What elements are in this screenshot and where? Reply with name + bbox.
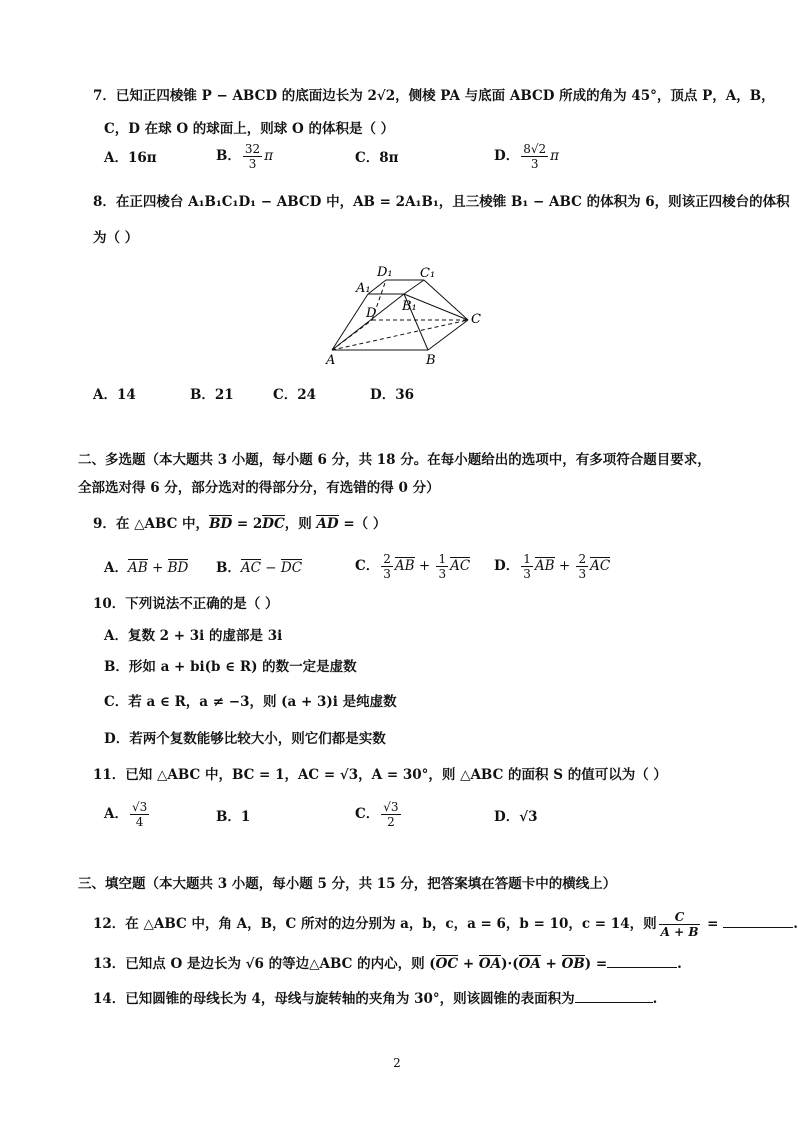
q11-option-b: B．1 [216,809,251,825]
q7-option-c: C．8π [355,150,399,166]
edge-bc [428,320,468,350]
label-b1: B₁ [402,299,417,314]
label-c: C [471,312,481,327]
section3-heading: 三、填空题（本大题共 3 小题，每小题 5 分，共 15 分，把答案填在答题卡中的横线上） [78,876,617,892]
q9-option-c: C． $\frac{2}{3}$ AB + $\frac{1}{3}$ AC [355,552,471,581]
edge-aa1 [332,294,368,350]
label-b: B [426,353,436,368]
label-a1: A₁ [356,281,371,296]
q8-option-b: B．21 [190,387,234,403]
q10-option-b: B．形如 a + bi(b ∈ R) 的数一定是虚数 [104,659,357,675]
q8-option-d: D．36 [370,387,414,403]
q9-stem: 9．在 △ABC 中，BD = 2DC，则 AD =（ ） [93,516,387,532]
label-d: D [366,306,377,321]
q8-option-c: C．24 [273,387,317,403]
q9-option-b: B．AC − DC [216,560,303,576]
q10-option-d: D．若两个复数能够比较大小，则它们都是实数 [104,731,386,747]
q7-option-b: B． $\frac{32}{3}$ π [216,142,274,171]
frustum-figure [320,262,490,370]
edge-b1c1 [404,280,424,294]
q8-stem-line1: 8．在正四棱台 A₁B₁C₁D₁ − ABCD 中，AB = 2A₁B₁，且三棱锥 B₁ − ABC 的体积为 6，则该正四棱台的体积 [93,194,790,210]
q13-answer-blank[interactable] [607,953,677,968]
q10-stem: 10．下列说法不正确的是（ ） [93,596,279,612]
page-number: 2 [393,1056,401,1070]
q11-stem: 11．已知 △ABC 中，BC = 1，AC = √3，A = 30°，则 △ABC 的面积 S 的值可以为（ ） [93,767,667,783]
q11-option-d: D．√3 [494,809,538,825]
q11-option-a: A． $\frac{√3}{4}$ [104,800,148,829]
q14-stem: 14．已知圆锥的母线长为 4，母线与旋转轴的夹角为 30°，则该圆锥的表面积为 . [93,988,657,1009]
edge-a1d1 [368,280,386,294]
q9-option-d: D． $\frac{1}{3}$ AB + $\frac{2}{3}$ AC [494,552,611,581]
q10-option-c: C．若 a ∈ R，a ≠ −3，则 (a + 3)i 是纯虚数 [104,694,397,710]
q13-stem: 13．已知点 O 是边长为 √6 的等边△ABC 的内心，则 (OC + OA)·(OA + OB) = . [93,953,682,974]
q7-option-a: A．16π [104,150,157,166]
q8-option-a: A．14 [93,387,136,403]
q12-stem: 12．在 △ABC 中，角 A，B，C 所对的边分别为 a，b，c，a = 6，b = 10，c = 14，则 $\frac{C}{A + B}$ = . [93,910,798,939]
q7-option-d: D． $\frac{8√2}{3}$ π [494,142,560,171]
label-d1: D₁ [377,265,393,280]
q11-option-c: C． $\frac{√3}{2}$ [355,800,399,829]
section2-heading-line1: 二、多选题（本大题共 3 小题，每小题 6 分，共 18 分。在每小题给出的选项中，有多项符合题目要求， [78,452,711,468]
label-a: A [326,353,336,368]
label-c1: C₁ [420,266,436,281]
q12-answer-blank[interactable] [723,913,793,928]
section2-heading-line2: 全部选对得 6 分，部分选对的得部分分，有选错的得 0 分） [78,480,440,496]
q8-stem-line2: 为（ ） [93,230,139,246]
q10-option-a: A．复数 2 + 3i 的虚部是 3i [104,628,283,644]
q7-stem-line1: 7．已知正四棱锥 P − ABCD 的底面边长为 2√2，侧棱 PA 与底面 ABCD 所成的角为 45°，顶点 P，A，B， [93,88,775,104]
q14-answer-blank[interactable] [575,988,653,1003]
q7-stem-line2: C，D 在球 O 的球面上，则球 O 的体积是（ ） [104,121,395,137]
edge-c1c [424,280,468,320]
q9-option-a: A．AB + BD [104,560,189,576]
